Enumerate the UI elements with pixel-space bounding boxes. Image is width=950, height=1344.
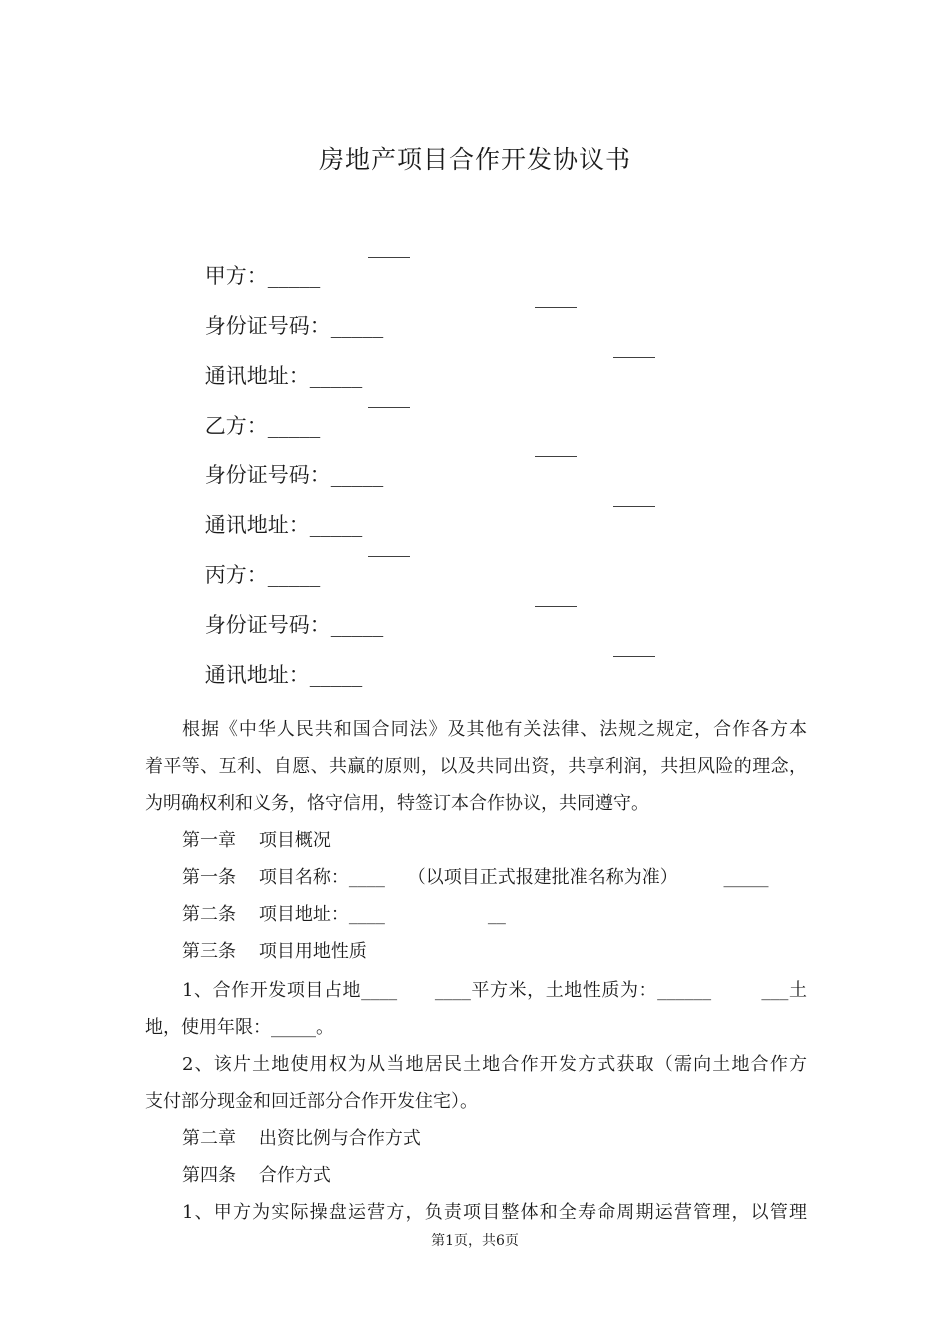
article-4-heading: 第四条 合作方式: [182, 1165, 331, 1186]
party-a-address-blank: ____: [613, 334, 655, 358]
party-b-address-blank: ____: [613, 483, 655, 507]
preamble-line-2: 着平等、互利、自愿、共赢的原则，以及共同出资，共享利润，共担风险的理念，: [145, 756, 807, 777]
party-a-blank: ____: [368, 234, 410, 258]
party-a-address-label: 通讯地址：_____: [204, 364, 363, 388]
party-c-name: [178, 530, 410, 587]
party-a-id: [178, 281, 577, 338]
party-c-id-blank: ____: [535, 583, 577, 607]
party-b-id-blank: ____: [535, 433, 577, 457]
preamble-line-1: 根据《中华人民共和国合同法》及其他有关法律、法规之规定，合作各方本: [182, 719, 807, 740]
party-b-name: [178, 381, 410, 438]
article-3-item-1-line-1: 1、合作开发项目占地____ ____平方米，土地性质为：______ ___土: [182, 980, 807, 1001]
article-3-item-2-line-2: 支付部分现金和回迁部分合作开发住宅）。: [145, 1091, 478, 1112]
party-c-blank: ____: [368, 533, 410, 557]
article-2: 第二条 项目地址：____ __: [182, 904, 506, 925]
chapter-2-heading: 第二章 出资比例与合作方式: [182, 1128, 421, 1149]
party-c-address-blank: ____: [613, 633, 655, 657]
party-c-address-label: 通讯地址：_____: [204, 663, 363, 687]
party-b-id: [178, 430, 577, 487]
article-3-item-2-line-1: 2、该片土地使用权为从当地居民土地合作开发方式获取（需向土地合作方: [182, 1054, 807, 1075]
article-1: 第一条 项目名称：____ （以项目正式报建批准名称为准） _____: [182, 867, 769, 888]
party-b-address: [178, 480, 655, 537]
party-a-id-blank: ____: [535, 284, 577, 308]
chapter-1-heading: 第一章 项目概况: [182, 830, 331, 851]
page-footer: 第1页，共6页: [431, 1233, 519, 1249]
party-b-id-label: 身份证号码：_____: [204, 463, 384, 487]
article-4-item-1: 1、甲方为实际操盘运营方，负责项目整体和全寿命周期运营管理，以管理: [182, 1202, 807, 1223]
party-c-id-label: 身份证号码：_____: [204, 613, 384, 637]
party-b-label: 乙方：_____: [204, 414, 321, 438]
preamble-line-3: 为明确权利和义务，恪守信用，特签订本合作协议，共同遵守。: [145, 793, 649, 814]
party-a-name: [178, 231, 410, 288]
party-a-id-label: 身份证号码：_____: [204, 314, 384, 338]
party-c-address: [178, 630, 655, 687]
party-b-blank: ____: [368, 384, 410, 408]
article-3-heading: 第三条 项目用地性质: [182, 941, 367, 962]
document-title: 房地产项目合作开发协议书: [318, 145, 631, 174]
party-a-address: [178, 331, 655, 388]
party-c-id: [178, 580, 577, 637]
article-3-item-1-line-2: 地，使用年限：_____。: [145, 1017, 334, 1038]
party-a-label: 甲方：_____: [204, 264, 321, 288]
party-c-label: 丙方：_____: [204, 563, 321, 587]
party-b-address-label: 通讯地址：_____: [204, 513, 363, 537]
